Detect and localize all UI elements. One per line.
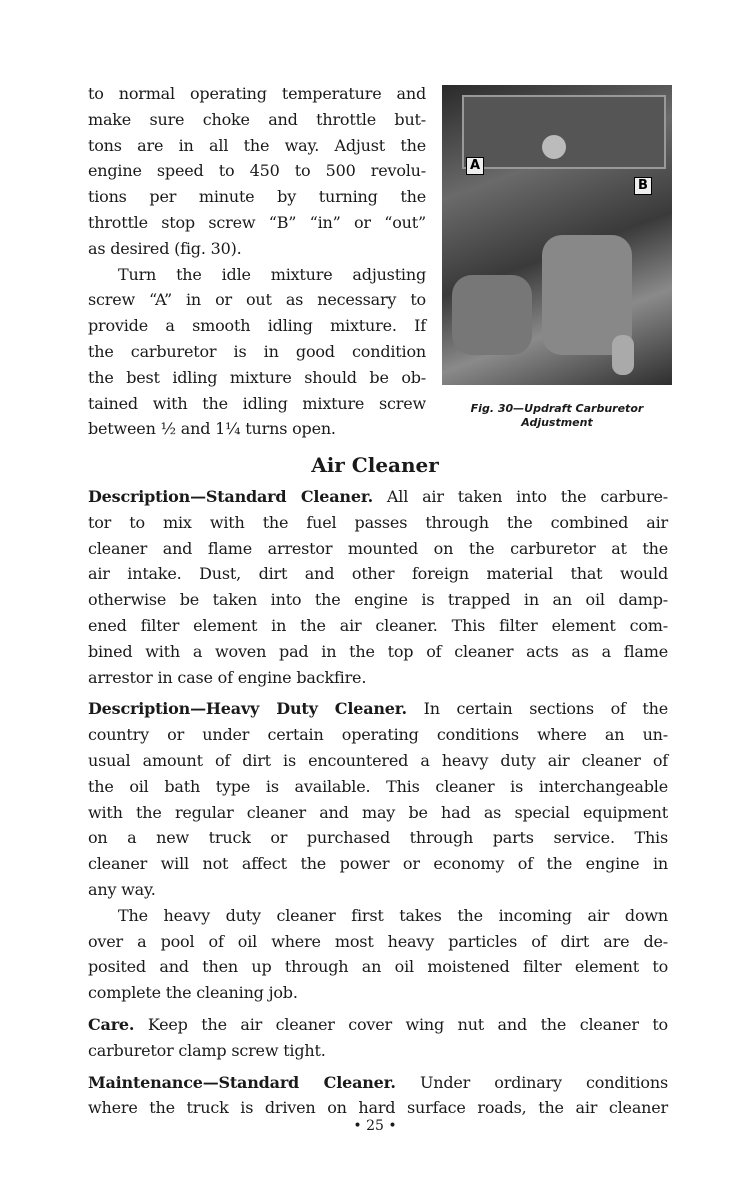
text-line: tor to mix with the fuel passes through the combined air <box>88 512 668 532</box>
text-line: make sure choke and throttle but- <box>88 109 426 129</box>
text-line: usual amount of dirt is encountered a heavy duty air cleaner of <box>88 750 668 770</box>
body-text <box>88 484 668 1121</box>
paragraph-lead: Description—Heavy Duty Cleaner. <box>88 699 407 719</box>
text-line: ened filter element in the air cleaner. This filter element com- <box>88 615 668 635</box>
text-line: where the truck is driven on hard surface roads, the air cleaner <box>88 1098 668 1118</box>
text-line: engine speed to 450 to 500 revolu- <box>88 161 426 181</box>
text-line: tained with the idling mixture screw <box>88 393 426 413</box>
text-line: with the regular cleaner and may be had as special equipment <box>88 802 668 822</box>
text-line: between ½ and 1¼ turns open. <box>88 419 336 439</box>
text-line: Care. Keep the air cleaner cover wing nut and the cleaner to <box>88 1014 668 1034</box>
text-line: Maintenance—Standard Cleaner. Under ordinary conditions <box>88 1072 668 1092</box>
text-line: as desired (fig. 30). <box>88 238 242 258</box>
text-line: cleaner and flame arrestor mounted on the carburetor at the <box>88 538 668 558</box>
text-line: Description—Standard Cleaner. All air taken into the carbure- <box>88 487 668 506</box>
caption-line: Fig. 30—Updraft Carburetor <box>470 402 644 415</box>
text-line: The heavy duty cleaner first takes the incoming air down <box>118 905 668 925</box>
text-line: the oil bath type is available. This cleaner is interchangeable <box>88 776 668 796</box>
left-column-text <box>88 81 426 442</box>
text-line: the best idling mixture should be ob- <box>88 367 426 387</box>
paragraph-lead: Maintenance—Standard Cleaner. <box>88 1072 396 1092</box>
text-line: country or under certain operating conditions where an un- <box>88 725 668 745</box>
text-line: throttle stop screw “B” “in” or “out” <box>88 212 426 232</box>
caption-line: Adjustment <box>521 416 593 429</box>
text-line: posited and then up through an oil moistened filter element to <box>88 957 668 977</box>
text-line: any way. <box>88 879 156 899</box>
label-b: B <box>634 177 652 195</box>
text-line: tons are in all the way. Adjust the <box>88 135 426 155</box>
label-a: A <box>466 157 484 175</box>
paragraph-lead: Description—Standard Cleaner. <box>88 487 373 506</box>
text-line: Description—Heavy Duty Cleaner. In certain sections of the <box>88 699 669 719</box>
text-line: otherwise be taken into the engine is trapped in an oil damp- <box>88 590 668 610</box>
text-line: arrestor in case of engine backfire. <box>88 667 367 687</box>
text-line: on a new truck or purchased through parts service. This <box>88 828 668 848</box>
photo-detail <box>462 95 666 169</box>
text-line: screw “A” in or out as necessary to <box>88 290 426 310</box>
text-line: tions per minute by turning the <box>88 187 426 207</box>
text-line: to normal operating temperature and <box>88 84 426 103</box>
text-line: air intake. Dust, dirt and other foreign material that would <box>88 564 668 584</box>
page-number: • 25 • <box>353 1118 397 1134</box>
text-line: Turn the idle mixture adjusting <box>118 264 426 284</box>
photo-detail <box>452 275 532 355</box>
photo-detail <box>612 335 634 375</box>
text-line: carburetor clamp screw tight. <box>88 1040 326 1060</box>
text-line: over a pool of oil where most heavy particles of dirt are de- <box>88 931 668 951</box>
text-line: provide a smooth idling mixture. If <box>88 316 426 336</box>
carburetor-photo <box>442 85 672 385</box>
text-line: bined with a woven pad in the top of cleaner acts as a flame <box>88 641 668 661</box>
section-heading: Air Cleaner <box>311 453 439 477</box>
paragraph-lead: Care. <box>88 1014 135 1034</box>
text-line: cleaner will not affect the power or economy of the engine in <box>88 854 668 874</box>
photo-detail <box>542 135 566 159</box>
text-line: complete the cleaning job. <box>88 983 298 1003</box>
figure-caption <box>442 402 672 430</box>
text-line: the carburetor is in good condition <box>88 341 426 361</box>
